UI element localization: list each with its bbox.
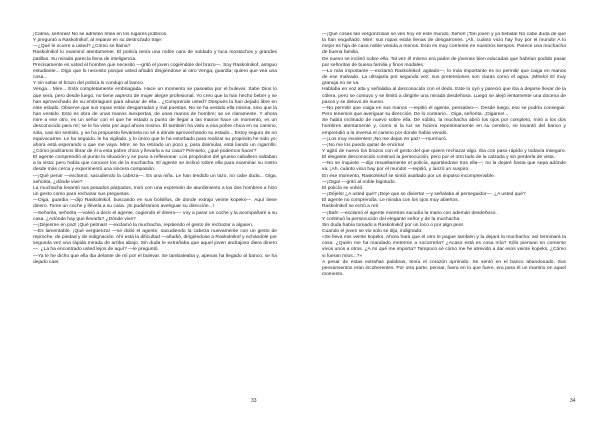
paragraph: Y sin soltar el brazo del policía lo condujo al banco.: [33, 81, 145, 87]
paragraph: Se había inclinado de nuevo sobre ella. De súbito, la muchacha abrió los ojos por completo, miró a los dos hombres atentamente y, como si la luz se hiciera repentinamente en su cerebro, se levantó del banco y emprendió a la inversa el camino por donde había venido.: [322, 118, 566, 136]
paragraph: —¡No me los puedo quitar de encima!: [322, 142, 405, 148]
page-number: 34: [570, 398, 576, 404]
paragraph: —No se inquiete —dijo resueltamente el policía, apartándose tras ella—; no la dejaré hasta que sepa adónde va. ¡Ah, cuánto vicio hay por el mundo! —repitió, y lanzó un suspiro.: [322, 161, 566, 173]
paragraph: ¡Calma, señoras! No se admiten riñas en los lugares públicos.: [33, 32, 168, 37]
paragraph: —¡Qué pena! —exclamó, sacudiendo la cabeza—. Es una niña. Le han tendido un lazo, no cabe duda... Oiga, señorita, ¿dónde vive?: [33, 173, 277, 185]
paragraph: —¡Bah! —exclamó el agente mientras sacudía la mano con ademán desdeñoso.: [322, 210, 497, 216]
paragraph: El agente comprendió al punto la situación y se puso a reflexionar. Los propósitos del grueso caballero saltaban a la vista; pero había que conocer los de la muchacha. El agente se inclinó sobre ella para examinar su rostro desde más cerca y experimentó una sincera compasión.: [33, 155, 277, 173]
paragraph: —¡Los muy insolentes! ¡No me dejan en paz! —murmuró.: [322, 136, 448, 142]
paragraph: —¿Qué le ocurre a usted? ¿Cómo se llama?: [33, 44, 131, 50]
paragraph: —¡Déjenme en paz! ¡Qué pelmas! —exclamó la muchacha, repitiendo el gesto de rechazar a alguien.: [33, 222, 254, 228]
paragraph: —Es lamentable. ¡Qué vergüenza! —se dolió el agente, sacudiendo la cabeza nuevamente con un gesto de reproche, de piedad y de indignación. Ahí está la dificultad —añadió, dirigiéndose a Raskolnikof y echándole por segunda vez una rápida mirada de arriba abajo. Sin duda le extrañaba que aquel joven andrajoso diera dinero—. ¿La ha encontrado usted lejos de aquí? —le preguntó.: [33, 229, 277, 253]
paragraph: «Se lleva mis veinte kopeks. Ahora hará que el otro le pague también y la dejará la muchacha: así terminará la cosa. ¿Quién me ha mandado meterme a socorrerla? ¿Acaso está es cosa mía? Sólo piensan en comerse vivos unos a otros. ¿A mí qué me importa? Tampoco sé cómo me he atrevido a dar esos veinte kopeks. ¿Cómo si fueran míos...?»: [322, 235, 566, 259]
paragraph: Cuando el joven se vio solo se dijo, indignado:: [322, 229, 423, 234]
paragraph: Raskolnikof lo examinó atentamente. El policía tenía una noble cara de soldado y luca mostachos y grandes patillas. Su mirada parecía llena de inteligencia.: [33, 50, 277, 62]
paragraph: —Ya le he dicho que ella iba delante de mí por el bulevar. Se tambaleaba y, apenas ha llegado al banco, se ha dejado caer.: [33, 253, 277, 265]
paragraph: El agente no comprendía. Le miraba con los ojos muy abiertos.: [322, 198, 460, 204]
paragraph: —¡Qué cosas tan vergonzosas se ven hoy en este mundo, Señor! ¡Tan joven y ya bebida! No cabe duda de que la han engañado. Mire: sus ropas están llenas de desgarrones. ¡Ah, cuánto vicio hay hoy por el mundo! A lo mejor es hija de casa noble venida a menos. Esto es muy corriente en nuestros tiempos. Parece una muchacha de buena familia.: [322, 32, 566, 56]
right-page: [300, 0, 600, 424]
paragraph: Y continuó la persecución del elegante señor y de la muchacha.: [322, 216, 461, 222]
paragraph: De nuevo se inclinó sobre ella. Tal vez él mismo era padre de jóvenes bien educadas que habrían podido pasar por señoritas de buena familia y finos modales.: [322, 56, 566, 68]
paragraph: En ese momento, Raskolnikof se sintió asaltado por un impulso incomprensible.: [322, 173, 496, 179]
paragraph: Precisamente es usted el hombre que necesito —gritó el joven cogiéndole del brazo—. Soy Raskolnikof, antiguo estudiante... Digo que lo necesito porque usted añadió dirigiéndose al otro Venga, guardia; quiero que vea una cosa...: [33, 62, 277, 81]
paragraph: El policía se volvió.: [322, 185, 364, 191]
paragraph: Raskolnikof se echó a reír.: [322, 204, 380, 210]
left-page-text: [33, 32, 277, 394]
paragraph: Y preguntó a Raskolnikof, al reparar en su destrozado traje:: [33, 38, 163, 44]
paragraph: Y agitó de nuevo los brazos con el gesto del que quiere rechazar algo. Iba con paso rápido y todavía inseguro. El elegante desconocido continuó la persecución, pero por el otro lado de la calzada y sin perderla de vista.: [322, 148, 566, 161]
paragraph: —Oiga, guardia —dijo Raskolnikof, buscando en sus bolsillos, de donde extrajo veinte kopeks—. Aquí tiene dinero. Tome un coche y llévela a su casa. ¡Si pudiéramos averiguar su dirección...!: [33, 198, 277, 210]
paragraph: Hablaba en voz alta y señalaba al desconocido con el dedo. Este lo oyó y pareció que iba a dejarse llevar de la cólera, pero se contuvo y se limitó a dirigirle una mirada desdeñosa. Luego se alejó lentamente una docena de pasos y se detuvo de nuevo.: [322, 87, 566, 105]
right-page-text: [322, 32, 566, 394]
page-number: 33: [251, 398, 257, 404]
paragraph: Sin duda había tomado a Raskolnikof por un loco o por algo peor.: [322, 222, 465, 228]
paragraph: —¡Déjelo! ¿A usted qué? ¡Deje que se divierta! —y señalaba al perseguidor—. ¿A usted qué?: [322, 192, 526, 198]
paragraph: —¡Oiga! —gritó al noble bigotudo.: [322, 179, 396, 185]
paragraph: —Lo más importante —exclamó Raskolnikof, agitado—, lo más importante es no permitir que caiga en manos de ese malvado. La ultrajaría por segunda vez; sus pretensiones son claras como el agua. ¡Mírelo! El muy granuja no se va.: [322, 68, 566, 87]
paragraph: Venga... Mire... Está completamente embriagada. Hace un momento se paseaba por el bulevar. Sabe Dios lo que será, pero desde luego, no tiene aspecto de mujer alegre profesional. Yo creo que la han hecho beber y se han aprovechado de su embriaguez para abusar de ella... ¿Comprende usted? Después la han dejado libre en este estado. Observe que sus ropas están desgarradas y mal puestas. No se ha vestido ella misma, sino que la han vestido. Esto es obra de unas manos inexpertas, de unas manos de hombre; se ve claramente. Y ahora mire a ese otro, es un señor con el que he estado a punto de llegar a las manos hace un momento, es un desconocido para mí; se le ha visto por aquí ahora mismo. Él también ha visto a esa pobre chica en su camino, sola, casi sin sentido, y se ha propuesto llevársela no sé a dónde aprovechando su estado... Estoy seguro de no equivocarme. Le ha seguido, le ha vigilado, y lo único que le ha estorbado para realizar su propósito he sido yo; ahora está esperando a que me vaya. Mire: se ha retirado un poco y, para disimular, está liando un cigarrillo. ¿Cómo podríamos librar de él a esta pobre chica y llevarla a su casa? Piénselo, ¿qué podemos hacer?: [33, 87, 277, 154]
paragraph: A pesar de estas extrañas palabras, tenía el corazón oprimido. Se sentó en el banco abandonado. Sus pensamientos eran incoherentes. Por otra parte, pensar, fuera en lo que fuere, era para él un martirio en aquel momento.: [322, 259, 566, 278]
paragraph: —Señorita, señorita —volvió a decir el agente, cogiendo el dinero—: voy a parar un coche y la acompañaré a su casa. ¿Adónde hay que llevarla? ¿Dónde vive?: [33, 210, 277, 222]
paragraph: —No permitir que caiga en sus manos —repitió el agente, pensativo—. Desde luego, eso se podría conseguir. Pero tenemos que averiguar su dirección. De lo contrario... Oiga, señorita. ¡Oigame!...: [322, 105, 566, 118]
paragraph: La muchacha levantó sus pesados párpados, miró con una expresión de aturdimiento a los dos hombres a hizo un gesto como para rechazar sus preguntas.: [33, 185, 277, 198]
